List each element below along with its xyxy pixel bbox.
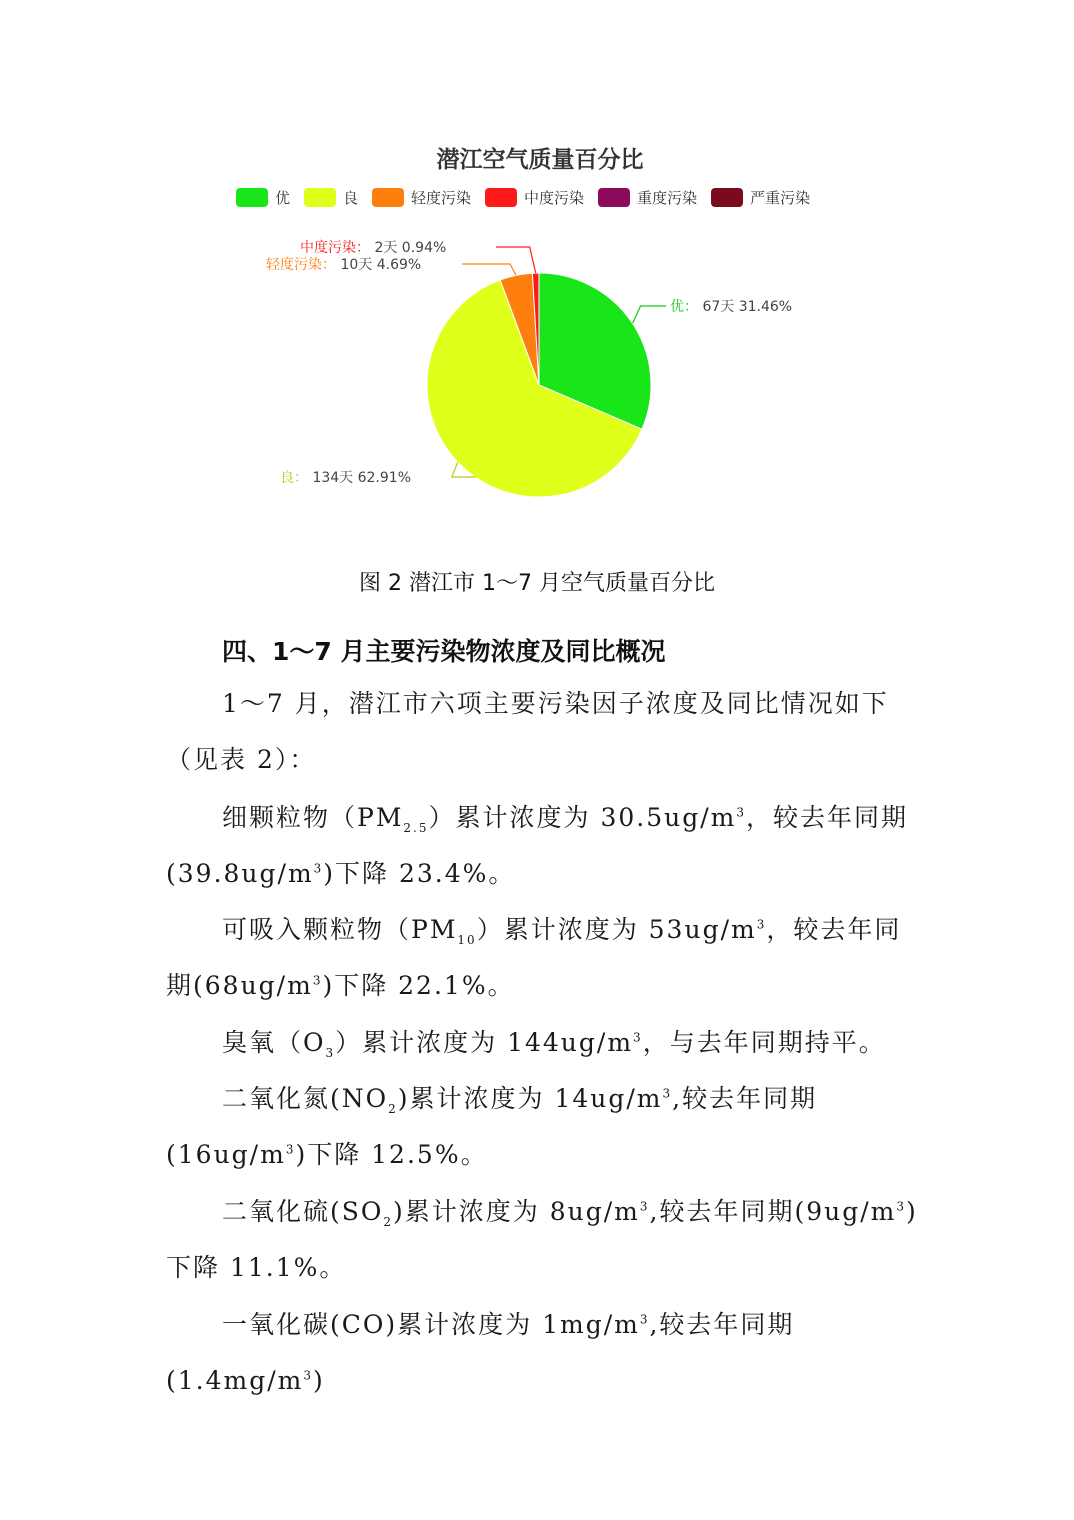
legend-label: 优 [275,189,291,207]
superscript: 3 [662,1086,673,1101]
paragraph-so2 [166,1184,926,1296]
text: 二氧化硫(SO [222,1197,384,1226]
superscript: 3 [633,1030,643,1045]
pie-data-label-1: 良： 134天 62.91% [280,470,412,486]
pie-label-line-0 [633,306,666,323]
legend-label: 良 [343,189,359,207]
text: )累计浓度为 14ug/m [397,1084,663,1113]
text: 细颗粒物（PM [222,803,404,832]
subscript: 2.5 [403,821,429,835]
text: )下降 11.1%。 [166,1197,918,1282]
text: 一氧化碳(CO)累计浓度为 1mg/m [222,1310,640,1339]
superscript: 3 [285,1142,296,1157]
text: ,较去年同期(9ug/m [649,1197,897,1226]
superscript: 3 [896,1199,906,1214]
pie-data-label-0: 优： 67天 31.46% [670,299,793,315]
text: ）累计浓度为 30.5ug/m [428,803,737,832]
pie-label-line-3 [496,247,536,273]
text: ，与去年同期持平。 [642,1028,886,1057]
paragraph-co [166,1297,926,1409]
superscript: 3 [312,973,323,988]
chart-title: 潜江空气质量百分比 [436,147,644,173]
paragraph-pm10 [166,902,926,1014]
superscript: 3 [639,1312,650,1327]
text: )累计浓度为 8ug/m [393,1197,640,1226]
text: 二氧化氮(NO [222,1084,389,1113]
pie-svg [200,135,880,515]
text: ，较去年同期(39.8ug/m [166,803,909,888]
text: ,较去年同期(1.4mg/m [166,1310,795,1395]
legend-label: 中度污染 [524,189,585,207]
superscript: 3 [303,1368,313,1383]
subscript: 3 [325,1046,336,1060]
text: ,较去年同期(16ug/m [166,1084,818,1169]
pie-chart-figure [200,135,880,515]
text: ) [313,1366,325,1395]
subscript: 2 [388,1102,398,1116]
paragraph-text: 1～7 月，潜江市六项主要污染因子浓度及同比情况如下（见表 2）： [166,689,889,774]
paragraph-pm25 [166,790,926,902]
figure-caption: 图 2 潜江市 1～7 月空气质量百分比 [359,571,715,596]
text: )下降 12.5%。 [295,1140,488,1169]
legend-label: 轻度污染 [411,189,472,207]
paragraph-intro [166,676,926,788]
legend-label: 重度污染 [637,189,698,207]
superscript: 3 [756,917,767,932]
text: ）累计浓度为 144ug/m [335,1028,634,1057]
text: ）累计浓度为 53ug/m [476,915,757,944]
text: )下降 22.1%。 [322,971,515,1000]
superscript: 3 [639,1199,650,1214]
superscript: 3 [313,861,324,876]
text: ，较去年同期(68ug/m [166,915,902,1000]
pie-label-line-2 [462,264,516,275]
superscript: 3 [736,805,747,820]
text: )下降 23.4%。 [323,859,516,888]
pie-data-label-2: 轻度污染： 10天 4.69% [266,257,422,273]
paragraph-no2 [166,1071,926,1183]
text: 臭氧（O [222,1028,326,1057]
subscript: 2 [383,1215,394,1229]
section-heading: 四、1～7 月主要污染物浓度及同比概况 [222,637,666,666]
subscript: 10 [457,933,477,947]
legend-label: 严重污染 [750,189,811,207]
paragraph-o3 [166,1015,926,1071]
text: 可吸入颗粒物（PM [222,915,458,944]
pie-data-label-3: 中度污染： 2天 0.94% [300,240,447,256]
